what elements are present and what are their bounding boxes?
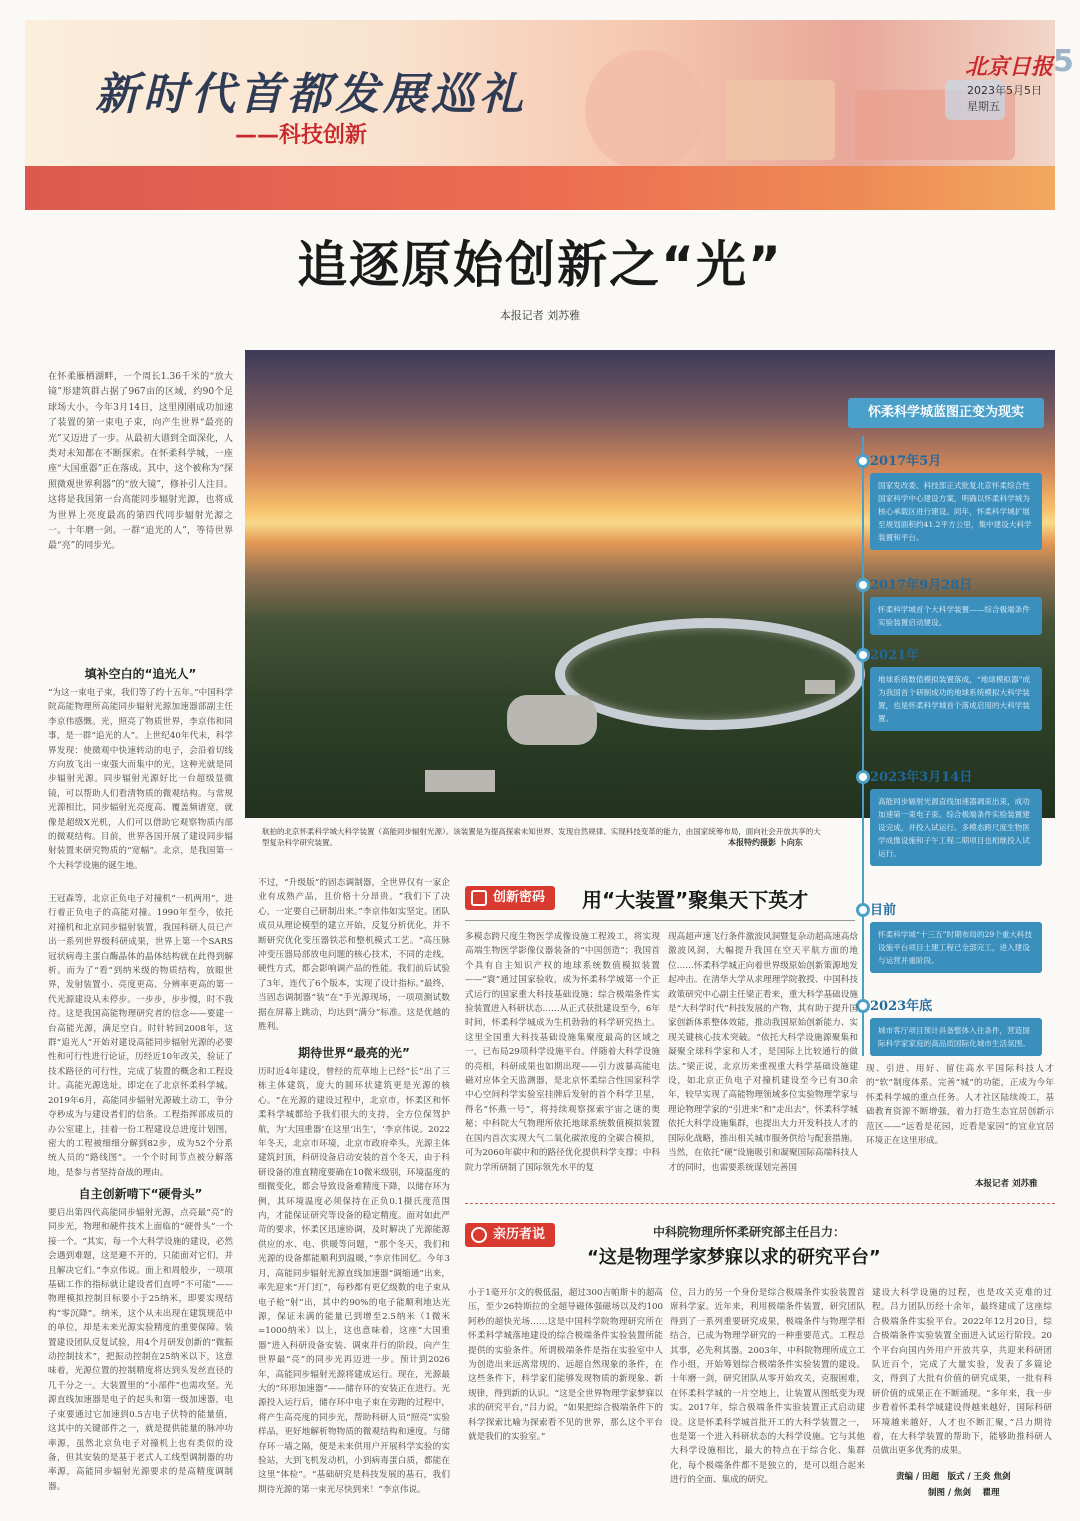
section2-title: 用“大装置”聚集天下英才: [582, 888, 809, 912]
timeline-item: [870, 574, 1042, 635]
section3-col3: 建设大科学设施的过程，也是攻关克难的过程。吕力团队历经十余年，最终建成了这座综合极端条件实验平台。2022年12月20日，综合极端条件实验装置全面进入试运行阶段。20个平台向国内外用户开放共享，共迎来科研团队近百个，完成了大量实验，发表了多篇论文，得到了大批有价值的研究成果，一批有科研价值的成果正在不断涌现。“多年来，我一步步看着怀柔科学城建设得越来越好，国际科研环境越来越好，人才也不断汇聚，”吕力期待着，在大科学装置的帮助下，能够助推科研人员做出更多优秀的成果。: [872, 1288, 1052, 1457]
timeline-item: [870, 899, 1042, 973]
timeline-dot: [856, 999, 870, 1013]
badge-label: 创新密码: [493, 890, 546, 905]
col1-text-2: 王冠森等，北京正负电子对撞机“一机两用”，进行着正负电子的高能对撞。1990年至今，依托对撞机和北京同步辐射装置，我国科研人员已产出一系列世界级科研成果，世界上第一个SARS冠状病毒主蛋白酶晶体的晶体结构就在此得到解析。而为了“看”到纳米级的物质结构，放眼世界，发射装置小、亮度更高、分辨率更高的第一代光源建设从未停步。一步步，步步慢，时不我待。这是我国高能物理研究者的信念——要建一台高能光源，满足空白。时针转回2008年，这群“追光人”开始对建设高能同步辐射光源的必要性和可行性进行论证，历经近10年改关，验证了技术路径的可行性，完成了装置的概念和工程设计。高能光源选址，即定在了北京怀柔科学城。2019年6月，高能同步辐射光源破土动工，争分夺秒成为与建设者们的信条。工程指挥部成员的办公室建上，挂着一份工程建设总进度计划图，密大的工程被细细分解到82步，成为52个分系统人员的“路线图”。一个个时间节点被分解落地，是参与者坚持奋战的理由。: [48, 894, 233, 1178]
headline: 追逐原始创新之“光”: [297, 236, 783, 294]
section-badge-innovation: [465, 886, 555, 910]
column-banner: [25, 20, 1074, 210]
timeline-date: 2017年9月28日: [870, 578, 973, 593]
timeline-text: 国家发改委、科技部正式批复北京怀柔综合性国家科学中心建设方案，明确以怀柔科学城为核心承载区进行建设。同年，怀柔科学城扩展至规划面积约41.2平方公里，集中建设大科学装置和平台。: [870, 473, 1042, 550]
timeline-item: [870, 450, 1042, 550]
section2-col1: 多模态跨尺度生物医学成像设施工程竣工，将实现高端生物医学影像仪器装备的“中国创造”；我国首个具有自主知识产权的地球系统数值模拟装置——“寰”通过国家验收，成为怀柔科学城第一个正式运行的国家重大科技基础设施；综合极端条件实验装置进入科研状态……从正式获批建设至今，6年时间，怀柔科学城成为生机勃勃的科学研究热土。这里全国重大科技基础设施集聚度最高的区域之一，已布局29项科学设施平台。伴随着大科学设施的亮相，科研成果也如期出现——引力波暴高能电磁对应体全天监测器，是北京怀柔综合性国家科学中心空间科学实验室挂牌后发射的首个科学卫星，得名“怀燕一号”，将持续观察探索宇宙之谜的奥秘；中科院大气物理所依托地球系统数值模拟装置在国内首次实现大气二氧化碳浓度的全碳合模拟，可为2060年碳中和的路径优化提供科学支撑；中科院力学所研制了国际领先水平的复: [465, 932, 660, 1173]
timeline-item: [870, 766, 1042, 866]
photo-caption: 航拍的北京怀柔科学城大科学装置（高能同步辐射光源）。该装置是为提高探索未知世界、发现自然规律、实现科技变革的能力，由国家统筹布局，面向社会开放共享的大型复杂科学研究装置。: [262, 827, 821, 847]
timeline-dot: [856, 578, 870, 592]
dotted-divider: [465, 1203, 1055, 1204]
light-source-ring: [555, 618, 865, 730]
timeline-line: [862, 436, 864, 1056]
timeline-item: [870, 644, 1042, 731]
timeline-dot: [856, 770, 870, 784]
section2-author: 本报记者 刘苏雅: [975, 1179, 1038, 1189]
paper-name: 北京日报: [965, 54, 1054, 80]
robot-dog-illustration: [725, 80, 835, 160]
timeline-date: 目前: [870, 903, 897, 918]
column-subtitle: ——科技创新: [235, 123, 368, 148]
subhead-3: 期待世界“最亮的光”: [298, 1046, 410, 1060]
column-title: 新时代首都发展巡礼: [95, 69, 527, 120]
timeline-date: 2021年: [870, 648, 920, 663]
timeline-title: 怀柔科学城蓝图正变为现实: [848, 398, 1044, 428]
timeline-item: [870, 995, 1042, 1056]
lab-building: [507, 695, 597, 745]
timeline-text: 地球系统数值模拟装置落成，“地球模拟器”成为我国首个研制成功的地球系统模拟大科学装置，也是怀柔科学城首个落成启用的大科学装置。: [870, 667, 1042, 731]
banner-stripe: [25, 166, 1055, 210]
timeline-date: 2017年5月: [870, 454, 942, 469]
timeline-dot: [856, 903, 870, 917]
col2-text-2: 历时近4年建设，曾经的荒草地上已经“长”出了三栋主体建筑，庞大的圆环状建筑更是光源的核心。“在光源的建设过程中，北京市，怀柔区和怀柔科学城都给予我们很大的支持，全方位保驾护航，为‘大国重器’在这里‘出生’，‘李京伟说。2022年冬天，北京市环境，北京市政府牵头，光源主体建筑封顶，科研设备启动安装的首个冬天，由于科研设备的准直精度要确在10微米级别，环境温度的细微变化，都会导致设备难精度下降，以储存环为例，其环境温度必须保持在正负0.1摄氏度范围内，才能保证研究等设备的稳定精度。面对如此严苛的要求，怀柔区迅速协调，及时解决了光源能源供应的水、电、供暖等问题，“那个冬天，我们和光源的设备都能顺利到温暖，”李京伟回忆。今年3月，高能同步辐射光源直线加速器“调缩通”出来，率先迎来“开门红”，每秒都有更亿级数的电子束从电子枪“射”出，其中约90%的电子能顺利地达光源，保证未满的能量已到增至2.5纳米（1微米=1000纳米）以上，这也意味着，这座“大国重器”进入科研设备安装、调束并行的阶段，向产生世界最“亮”的同步光再迈进一步。预计到2026年，高能同步辐射光源将建成运行。现在，光源最大的“环形加速器”——储存环的安装正在进行。光源投入运行后，储存环中电子束在旁跑的过程中，将产生高亮度的同步光，帮助科研人员“照亮”实验样品，更好地解析物物质的微观结构和速度。与储存环一墙之隔，便是未来供用户开展科学实验的实验站，大到飞机发动机，小到病毒蛋白质，都能在这里“体检”。“基础研究是科技发展的基石，我们期待光源的第一束光尽快到来！”李京伟说。: [258, 1067, 450, 1495]
timeline-date: 2023年底: [870, 999, 933, 1014]
photo-credit: 本报特约摄影 卜向东: [728, 838, 803, 847]
lab-building: [805, 680, 835, 694]
timeline-dot: [856, 454, 870, 468]
badge-label: 亲历者说: [493, 1227, 546, 1242]
section2-col2: 现高超声速飞行条件激波风洞暨复杂动超高速高焓激波风洞，大幅提升我国在空天平航方面的地位……怀柔科学城正向着世界级原始创新策源地发起冲击。在清华大学从求理理学院教授、中国科技政策研究中心副主任梁正看来，重大科学基础设施是“大科学时代”科技发展的产物，其有助于提升国家创新体系整体效能，推动我国原始创新能力、实现关键核心技术突破。“依托大科学设施源聚集和凝聚全球科学家和人才，是国际上比较通行的做法。”梁正说，北京历来重视重大科学基础设施建设，如北京正负电子对撞机建设至今已有30余年，较早实现了高能物理领域多位实验物理学家与理论物理学家的“引进来”和“走出去”，怀柔科学城依托大科学设施集群，也提出大力开发科技人才的国际化战略，推出相关城市服务供给与配套措施。当然，在依托“硬”设施吸引和凝聚国际高端科技人才的同时，也需要系统谋划完善国: [668, 932, 858, 1173]
banner-figure: [585, 50, 705, 170]
col1-text-3: 要启出第四代高能同步辐射光源，点亮最“亮”的同步光，物理和硬件技术上面临的“硬骨头”一个接一个。“其实，每一个大科学设施的建设，必然会遇到难题，这是避不开的，只能面对它们，并且解决它们。”李京伟说。面上和周般步，一项项基础工作的指标就让建设者们直呼“不可能”——物理模拟控制目标要小于25纳米，即要实现结构“零沉降”。纳米，这个从未出现在建筑规范中的单位，却是未来光源实验精度的重要保障。装置建设团队反复试验，用4个月研发创新的“微振动控制技术”，把振动控制在25纳米以下，这意味着，光源位置的控制精度将达到头发丝直径的几千分之一。大装置里的“小部件”也需攻坚。光源直线加速器是电子的起头和第一级加速器，电子束要通过它加速到0.5吉电子伏特的能量值，这其中的关键部件之一，就是提供能量的脉冲功率源，虽然北京负电子对撞机上也有类似的设备，但其安装的是基于老式人工线型调制器的功率源，高能同步辐射光源要求的是高精度调制器。: [48, 1208, 233, 1492]
section3-col2: 位，吕力的另一个身份是综合极端条件实验装置首席科学家。近年来，利用极端条件装置，研究团队得到了一系列重要研究成果，极端条件与物理学相结合，已成为物理学研究的一种重要范式。工程总其事，必先利其器。2003年，中科院物理所成立工作小组，开始筹划综合极端条件实验装置的建设。十年磨一剑，研究团队从零开始攻关，克服困难，在怀柔科学城的一片空地上，让装置从图纸变为现实。2017年，综合极端条件实验装置正式启动建设。这是怀柔科学城首批开工的大科学装置之一，也是第一个进入科研状态的大科学设施。它与其他大科学设施相比，最大的特点在于综合化、集群化，每个极端条件都不是独立的，是可以组合起来进行的全面、集成的研究。: [670, 1288, 865, 1486]
timeline-dot: [856, 648, 870, 662]
badge-icon: [471, 1227, 487, 1243]
subhead-1: 填补空白的“追光人”: [84, 667, 197, 681]
section-badge-witness: [465, 1223, 555, 1247]
subhead-2: 自主创新啃下“硬骨头”: [78, 1187, 203, 1201]
byline: 本报记者 刘苏雅: [499, 309, 581, 322]
timeline-date: 2023年3月14日: [870, 770, 973, 785]
lab-building: [425, 770, 495, 792]
badge-icon: [471, 890, 487, 906]
timeline-text: 怀柔科学城“十三五”时期布局的29个重大科技设施平台项目土建工程已全部完工，进入建设与运营并重阶段。: [870, 922, 1042, 973]
divider: [465, 920, 855, 921]
paper-date: 2023年5月5日 星期五: [967, 84, 1042, 113]
section3-title: “这是物理学家梦寐以求的研究平台”: [587, 1247, 881, 1268]
editors-credit: 责编 / 田超 版式 / 王炎 焦剑: [896, 1472, 1011, 1482]
timeline-text: 高能同步辐射光源直线加速器调束出束，成功加速第一束电子束。综合极端条件实验装置建设完成，并投入试运行。多模态跨尺度生物医学成像设施和子午工程二期项目也相继投入试运行。: [870, 789, 1042, 866]
page-number: 5: [1053, 44, 1074, 79]
col2-text-1: 不过，“升级版”的固态调制器，全世界仅有一家企业有成熟产品，且价格十分昂贵。“我们下了决心，一定要自己研制出来。”李京伟如实坚定。团队成员从理论模型的建立开始，反复分析优化，并不断研究优化变压器铁芯和整机模式工艺。“高压脉冲变压器局部放电问题的核心技术，不同的走线，硬性方式，都会影响调产品的性能。我们前后试验了3年，连代了6个版本，实现了设计指标。”最终，当固态调制器“装”在“手光源现场，一项项测试数据在屏幕上跳动，均达到“满分”标准。这是优越的胜利。: [258, 878, 450, 1033]
timeline-box: [848, 398, 1058, 1048]
production-credit: 制图 / 焦剑 瞿理: [928, 1488, 1000, 1498]
lead-text: 在怀柔雁栖湖畔，一个周长1.36千米的“放大镜”形建筑群占据了967亩的区域，约90个足球场大小。今年3月14日，这里刚刚成功加速了装置的第一束电子束，向产生世界“最亮的光”又迈进了一步。从最初大谱到全面深化，人类对未知都在不断探索。在怀柔科学城，一座座“大国重器”正在落成。其中，这个被称为“探照微观世界利器”的“放大镜”，修补引人注目。这将是我国第一台高能同步辐射光源，也将成为世界上亮度最高的第四代同步辐射光源之一。十年磨一剑。一群“追光的人”，等待世界最“亮”的同步光。: [48, 372, 233, 552]
timeline-text: 怀柔科学城首个大科学装置——综合极端条件实验装置启动建设。: [870, 597, 1042, 635]
section2-col3: 现、引进、用好、留住高水平国际科技人才的“软”制度体系。完善“城”的功能，正成为今年怀柔科学城的重点任务。人才社区陆续竣工，基础教育资源不断增强，着力打造生态宜居创新示范区——“远看是花园，近看是家园”的宜业宜居环境正在这里形成。: [866, 1064, 1054, 1147]
col1-text-1: “为这一束电子束，我们等了约十五年。”中国科学院高能物理所高能同步辐射光源加速器部副主任李京伟感慨。光，照亮了物质世界，李京伟和同事，是一群“追光的人”。上世纪40年代末，科学界发现：使微观中快速转动的电子，会沿着切线方向放飞出一束强大而集中的光，这种光就是同步辐射光源。同步辐射光源好比一台超级显微镜，可以帮助人们看清物质的微观结构。与常规光源相比，同步辐射光亮度高、覆盖频谱宽，就像是超级X光机，人们可以借助它观察物质内部的微观结构。目前，世界各国开展了建设同步辐射装置来研究物质的“宽幅”。北京，是我国第一个大科学设施的诞生地。: [48, 688, 233, 871]
timeline-text: 城市客厅项目预计具备整体入住条件，营造国际科学家家庭的高品质国际化城市生活氛围。: [870, 1018, 1042, 1056]
section3-kicker: 中科院物理所怀柔研究部主任吕力：: [653, 1225, 846, 1239]
section3-col1: 小于1毫开尔文的极低温，超过300吉帕斯卡的超高压，至少26特斯拉的全超导磁体强磁场以及约100阿秒的超快光场……这是中国科学院物理研究所在怀柔科学城落地建设的综合极端条件实验装置所能提供的实验条件。所谓极端条件是指在实验室中人为创造出来远离常规的、远超自然现象的条件，在这些条件下，科学家们能够发现物质的新现象、新规律，得到新的认识。“这是全世界物理学家梦寐以求的研究平台，”吕力说，“如果把综合极端条件下的科学探索比喻为探索看不见的世界，那么这个平台就是我们的实验室。”: [468, 1288, 663, 1443]
